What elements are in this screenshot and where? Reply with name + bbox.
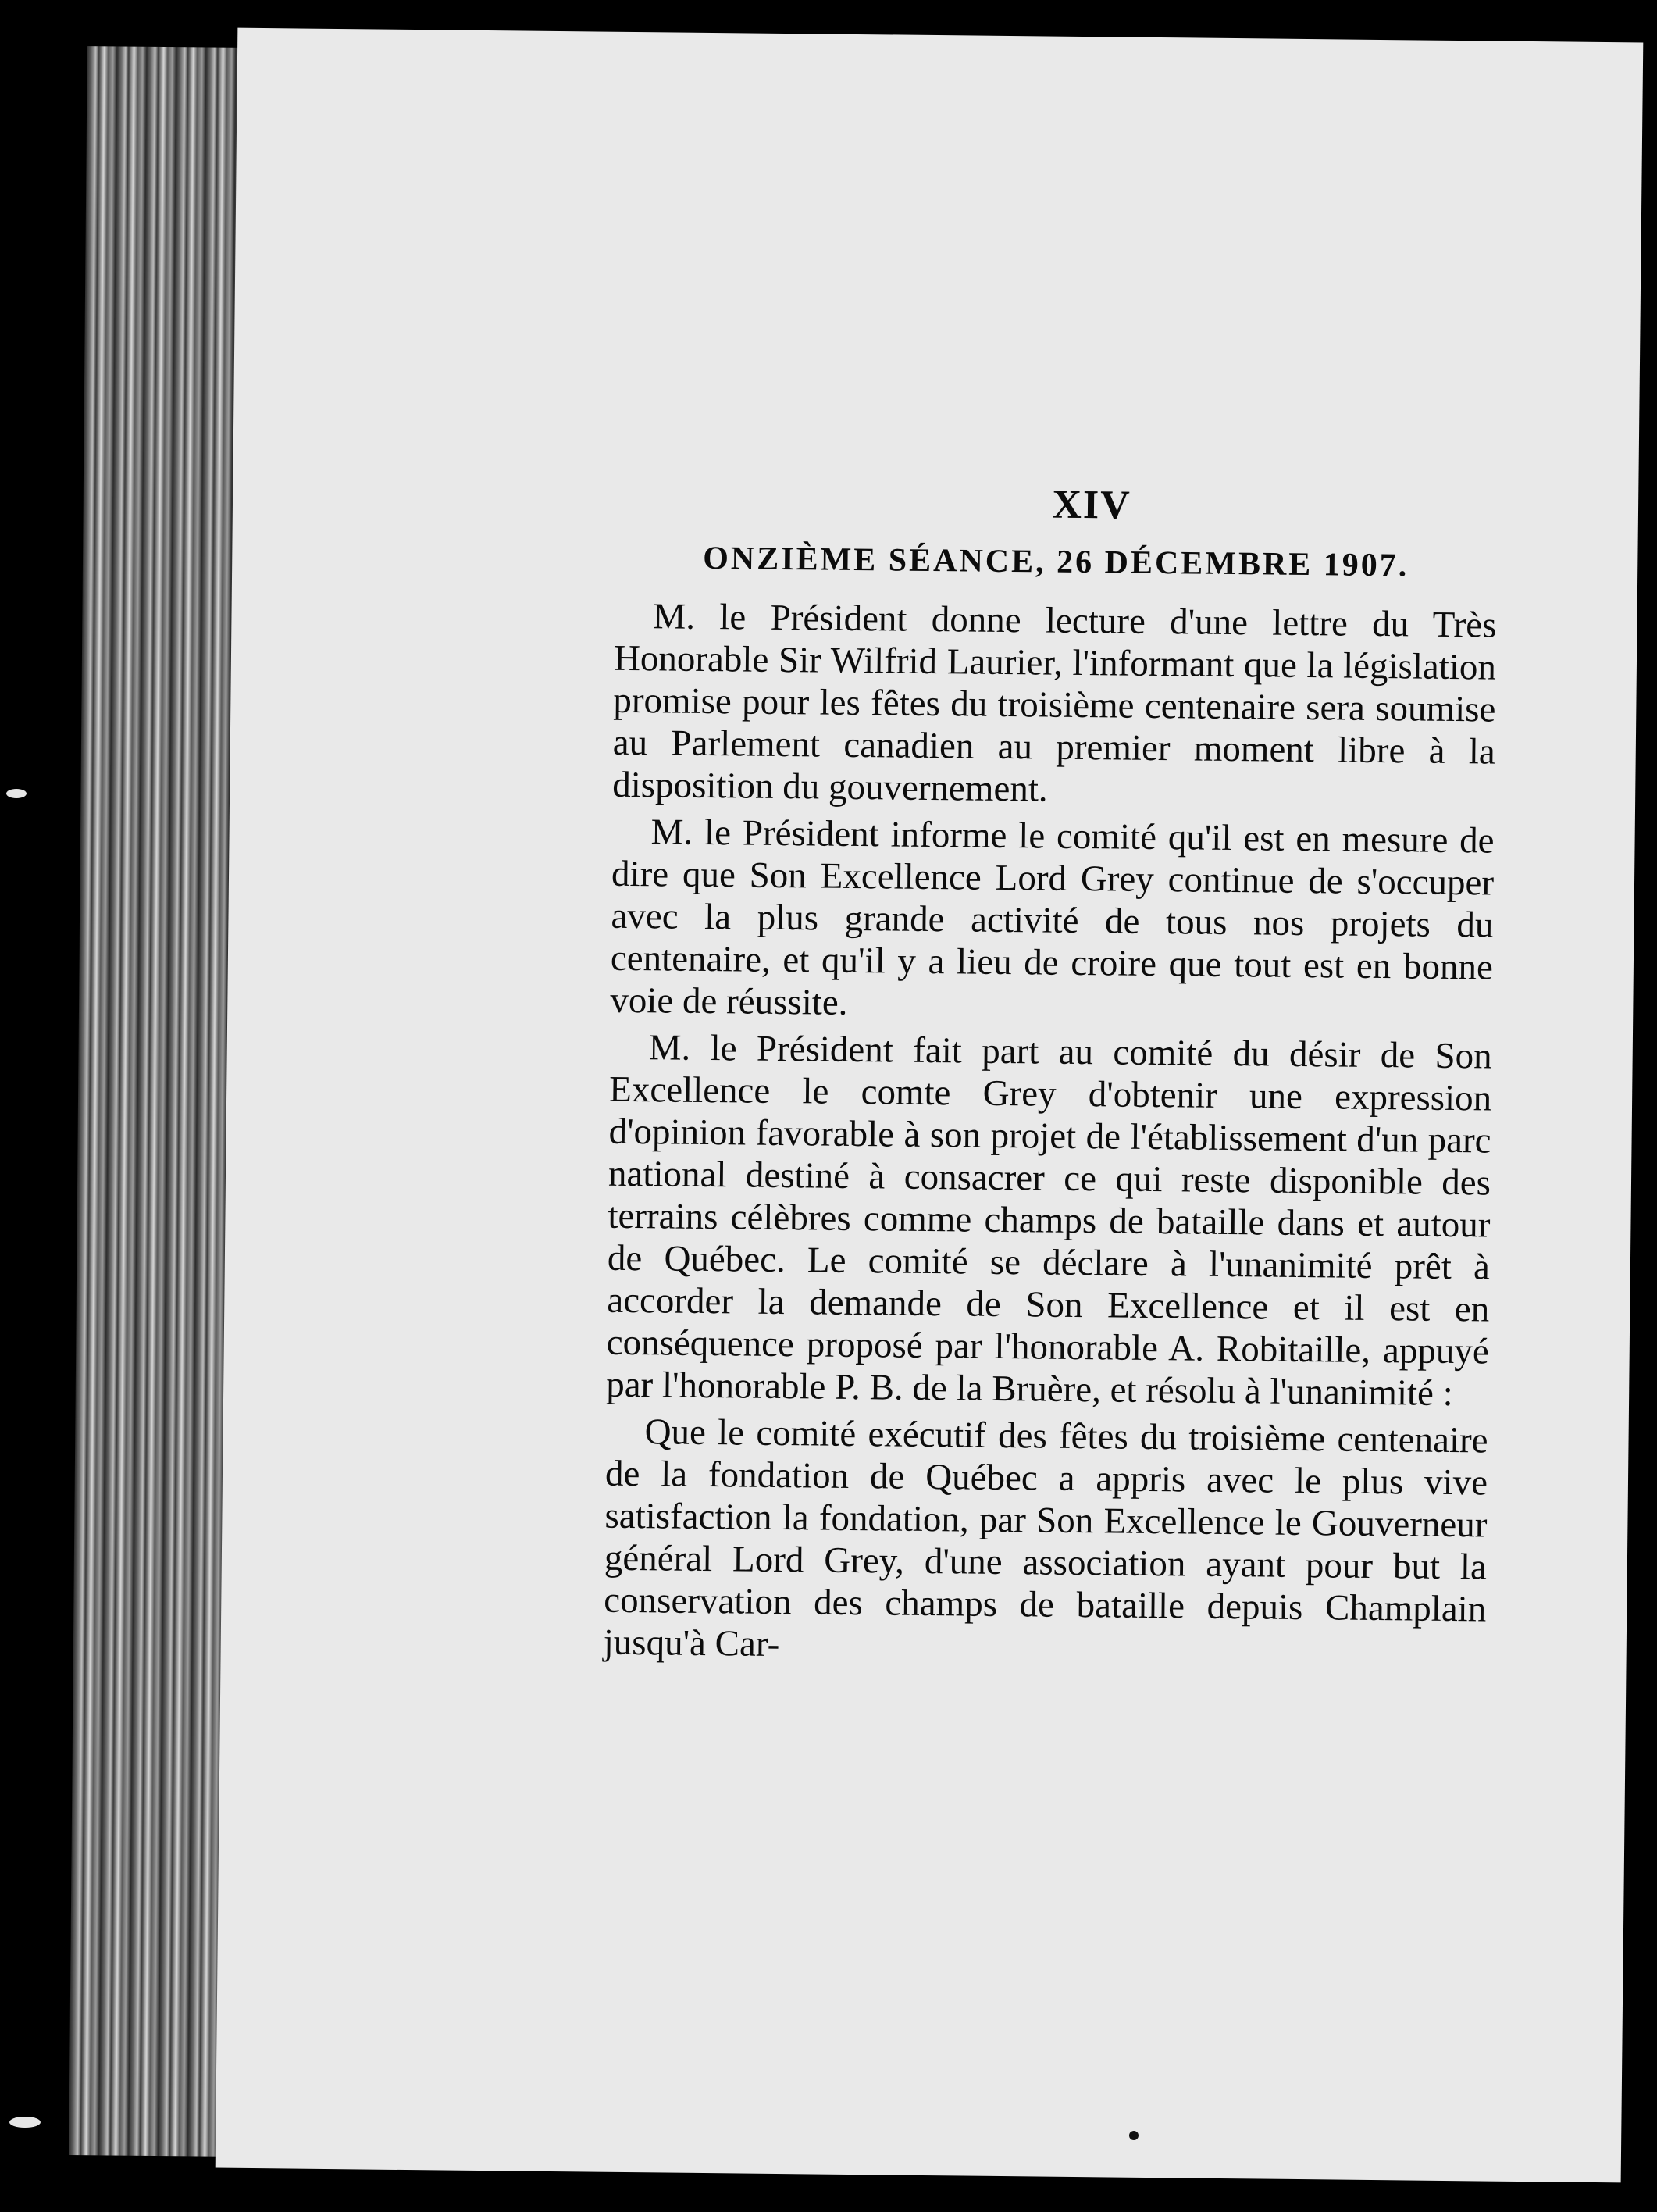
session-heading: ONZIÈME SÉANCE, 26 DÉCEMBRE 1907. (703, 540, 1409, 584)
paragraph: Que le comité exécutif des fêtes du troisième centenaire de la fondation de Québec a appris avec le plus vive satisfaction la fondation, par Son Excellence le Gouverneur général Lord Grey, d'une association ayant pour but la conservation des champs de bataille depuis Champlain jusqu'à Car- (603, 1411, 1488, 1665)
chapter-number: XIV (1052, 482, 1132, 528)
scan-speck (9, 2117, 41, 2128)
paragraph: M. le Président fait part au comité du désir de Son Excellence le comte Grey d'obtenir une expression d'opinion favorable à son projet de l'établissement d'un parc national destiné à consacrer ce qui reste disponible des terrains célèbres comme champs de bataille dans et autour de Québec. Le comité se déclare à l'unanimité prêt à accorder la demande de Son Excellence et il est en conséquence proposé par l'honorable A. Robitaille, appuyé par l'honorable P. B. de la Bruère, et résolu à l'unanimité : (605, 1027, 1492, 1415)
paragraph: M. le Président informe le comité qu'il est en mesure de dire que Son Excellence Lord Grey continue de s'occuper avec la plus grande activité de tous nos projets du centenaire, et qu'il y a lieu de croire que tout est en bonne voie de réussite. (610, 812, 1495, 1023)
paragraph: M. le Président donne lecture d'une lettre du Très Honorable Sir Wilfrid Laurier, l'informant que la législation promise pour les fêtes du troisième centenaire sera soumise au Parlement canadien au premier moment libre à la disposition du gouvernement. (612, 596, 1497, 810)
book-page (216, 28, 1644, 2183)
scan-speck (1129, 2131, 1139, 2140)
page-content (603, 477, 1498, 1678)
scan-speck (6, 789, 27, 798)
